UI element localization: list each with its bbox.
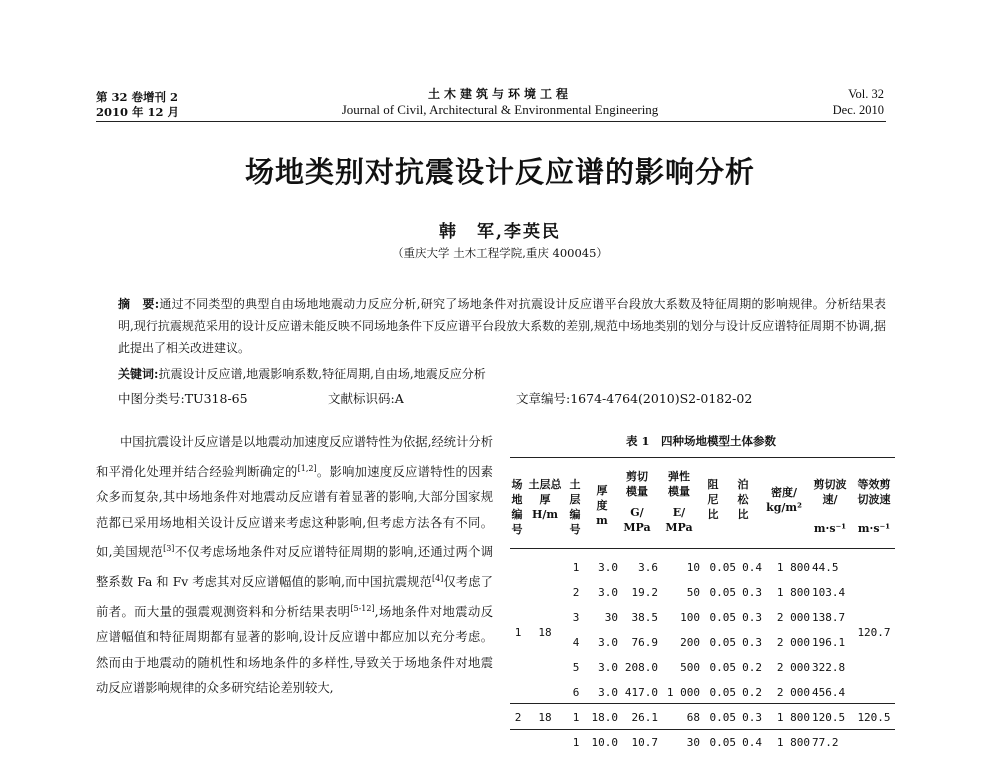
table-cell-thick: 3.0 (598, 636, 618, 649)
header-eq-wave-unit: m·s⁻¹ (857, 522, 891, 535)
table-cell-thick: 10.0 (591, 736, 618, 749)
clc-number: 中图分类号:TU318-65 (118, 391, 248, 406)
header-depth-unit: H/m (531, 508, 559, 521)
keywords-text: 抗震设计反应谱,地震影响系数,特征周期,自由场,地震反应分析 (158, 367, 486, 381)
volume-date: Dec. 2010 (832, 103, 884, 117)
table-cell-layer: 5 (572, 661, 580, 674)
table-cell-thick: 18.0 (591, 711, 618, 724)
table-cell-vs: 120.5 (812, 711, 846, 724)
table-cell-vs: 138.7 (812, 611, 846, 624)
table-cell-vs: 77.2 (812, 736, 839, 749)
table-cell-damp: 0.05 (709, 586, 736, 599)
table-cell-thick: 3.0 (598, 561, 618, 574)
table-row-rule (510, 729, 895, 730)
journal-name-cn: 土木建筑与环境工程 (427, 87, 572, 101)
table-cell-E: 200 (680, 636, 700, 649)
header-eq-wave-label: 等效剪切波速 (857, 478, 891, 506)
table-cell-G: 76.9 (631, 636, 658, 649)
body-text-4: 仅考虑了前者。而大量的强震观测资料和分析结果表明 (96, 574, 493, 619)
table-row-rule (510, 703, 895, 704)
table-cell-G: 3.6 (638, 561, 658, 574)
header-thickness-unit: m (596, 514, 608, 527)
header-elastic-modulus-label: 弹性模量 (668, 470, 690, 498)
table-cell-G: 38.5 (631, 611, 658, 624)
table-cell-layer: 3 (572, 611, 580, 624)
table-cell-G: 10.7 (631, 736, 658, 749)
header-damping: 阻尼比 (707, 478, 719, 521)
header-depth-label: 土层总厚 (528, 478, 562, 506)
table-cell-E: 68 (686, 711, 700, 724)
journal-name-en: Journal of Civil, Architectural & Environmental Engineering (341, 102, 659, 117)
table-header-rule (510, 548, 895, 549)
table-cell-layer: 4 (572, 636, 580, 649)
table-cell-damp: 0.05 (709, 661, 736, 674)
table-cell-dens: 2 000 (776, 636, 810, 649)
header-depth (528, 477, 562, 522)
paper-authors: 韩 军,李英民 (439, 222, 561, 242)
header-shear-wave (808, 477, 852, 536)
table-cell-pois: 0.2 (742, 661, 762, 674)
citation-ref: [5-12] (350, 603, 375, 613)
paper-title: 场地类别对抗震设计反应谱的影响分析 (244, 155, 755, 189)
header-layer: 土层编号 (569, 478, 581, 536)
table-cell-E: 30 (686, 736, 700, 749)
table-cell-pois: 0.4 (742, 736, 762, 749)
table-cell-layer: 1 (572, 561, 580, 574)
table-cell-vs: 103.4 (812, 586, 846, 599)
table-cell-vs: 196.1 (812, 636, 846, 649)
header-shear-modulus-label: 剪切模量 (626, 470, 648, 498)
table-cell-damp: 0.05 (709, 561, 736, 574)
abstract-text: 通过不同类型的典型自由场地地震动力反应分析,研究了场地条件对抗震设计反应谱平台段放大系数及特征周期的影响规律。分析结果表明,现行抗震规范采用的设计反应谱未能反映不同场地条件下反应谱平台段放大系数的差别,规范中场地类别的划分与设计反应谱特征周期不协调,据此提出了相关改进建议。 (118, 297, 886, 355)
table-cell-pois: 0.2 (742, 686, 762, 699)
header-thickness (594, 483, 610, 528)
table-cell-E: 500 (680, 661, 700, 674)
table-cell-thick: 3.0 (598, 661, 618, 674)
journal-issue-info (96, 90, 179, 120)
article-number: 文章编号:1674-4764(2010)S2-0182-02 (516, 391, 753, 406)
table-cell-dens: 1 800 (776, 586, 810, 599)
author-affiliation: （重庆大学 土木工程学院,重庆 400045） (392, 246, 608, 260)
table-cell-dens: 2 000 (776, 686, 810, 699)
table-cell-G: 26.1 (631, 711, 658, 724)
table-top-rule (510, 457, 895, 458)
document-code: 文献标识码:A (328, 391, 404, 406)
table-cell-E: 100 (680, 611, 700, 624)
table-cell-E: 1 000 (666, 686, 700, 699)
table-cell-layer: 2 (572, 586, 580, 599)
table-cell-dens: 1 800 (776, 561, 810, 574)
table-cell-damp: 0.05 (709, 636, 736, 649)
issue-date: 2010 年 12 月 (96, 105, 180, 119)
table-cell-layer: 6 (572, 686, 580, 699)
header-poisson: 泊松比 (737, 478, 749, 521)
header-shear-modulus (622, 469, 652, 535)
citation-ref: [3] (163, 544, 175, 554)
body-text-2: 。影响加速度反应谱特性的因素众多而复杂,其中场地条件对地震动反应谱有着显著的影响,大部分国家规范都已采用场地相关设计反应谱来考虑这种影响,但考虑方法各有不同。如,美国规范 (96, 464, 493, 560)
body-text-1: 中国抗震设计反应谱是以地震动加速度反应谱特性为依据,经统计分析和平滑化处理并结合经验判断确定的 (96, 435, 493, 479)
header-elastic-modulus (664, 469, 694, 535)
table-cell-G: 417.0 (624, 686, 658, 699)
table-cell-vs: 44.5 (812, 561, 839, 574)
table-cell-pois: 0.3 (742, 586, 762, 599)
table-cell-dens: 2 000 (776, 661, 810, 674)
header-density-label: 密度/ (770, 486, 798, 499)
journal-name (300, 86, 700, 118)
table-cell-layer: 1 (572, 736, 580, 749)
table-cell-E: 50 (686, 586, 700, 599)
table-cell-depth: 18 (538, 626, 552, 639)
body-paragraph (96, 430, 493, 702)
table-cell-damp: 0.05 (709, 611, 736, 624)
table-cell-dens: 1 800 (776, 711, 810, 724)
table-cell-dens: 2 000 (776, 611, 810, 624)
header-shear-modulus-unit: G/ (630, 506, 644, 519)
header-eq-wave (854, 477, 894, 536)
table-cell-site: 1 (514, 626, 522, 639)
table-cell-thick: 30 (604, 611, 618, 624)
header-thickness-label: 厚度 (596, 484, 608, 512)
header-shear-wave-label: 剪切波速/ (813, 478, 847, 506)
table-cell-veq: 120.5 (857, 711, 891, 724)
issue-volume: 第 32 卷增刊 2 (96, 90, 179, 104)
table-cell-G: 19.2 (631, 586, 658, 599)
table-cell-veq: 120.7 (857, 626, 891, 639)
table-cell-thick: 3.0 (598, 586, 618, 599)
header-rule (96, 121, 886, 122)
table-cell-site: 2 (514, 711, 522, 724)
citation-ref: [1,2] (297, 463, 317, 473)
citation-ref: [4] (432, 573, 444, 583)
table-cell-damp: 0.05 (709, 711, 736, 724)
table-cell-vs: 456.4 (812, 686, 846, 699)
header-elastic-modulus-unit2: MPa (665, 521, 693, 534)
body-text-5: ,场地条件对地震动反应谱幅值和特征周期都有显著的影响,设计反应谱中都应加以充分考虑。然而由于地震动的随机性和场地条件的多样性,导致关于场地条件对地震动反应谱影响规律的众多研究结论差别较大, (96, 604, 493, 696)
table-cell-thick: 3.0 (598, 686, 618, 699)
header-shear-modulus-unit2: MPa (623, 521, 651, 534)
table-cell-vs: 322.8 (812, 661, 846, 674)
volume-number: Vol. 32 (848, 87, 884, 101)
table-cell-pois: 0.3 (742, 611, 762, 624)
abstract (118, 293, 886, 359)
header-shear-wave-unit: m·s⁻¹ (813, 522, 847, 535)
abstract-label: 摘 要: (118, 297, 160, 311)
table-cell-pois: 0.4 (742, 561, 762, 574)
keywords (118, 365, 886, 383)
journal-volume-info (820, 86, 884, 118)
header-density (764, 485, 804, 515)
table-cell-damp: 0.05 (709, 736, 736, 749)
table-cell-damp: 0.05 (709, 686, 736, 699)
table-cell-pois: 0.3 (742, 711, 762, 724)
body-text-3: 不仅考虑场地条件对反应谱特征周期的影响,还通过两个调整系数 Fa 和 Fv 考虑其对反应谱幅值的影响,而中国抗震规范 (96, 545, 493, 589)
header-elastic-modulus-unit: E/ (672, 506, 686, 519)
table-cell-E: 10 (686, 561, 700, 574)
header-site: 场地编号 (511, 478, 523, 536)
table-cell-depth: 18 (538, 711, 552, 724)
header-density-unit: kg/m² (766, 501, 802, 514)
table-cell-dens: 1 800 (776, 736, 810, 749)
table-caption: 表 1 四种场地模型土体参数 (625, 434, 776, 448)
keywords-label: 关键词: (118, 367, 159, 381)
table-cell-G: 208.0 (624, 661, 658, 674)
table-cell-layer: 1 (572, 711, 580, 724)
table-cell-pois: 0.3 (742, 636, 762, 649)
